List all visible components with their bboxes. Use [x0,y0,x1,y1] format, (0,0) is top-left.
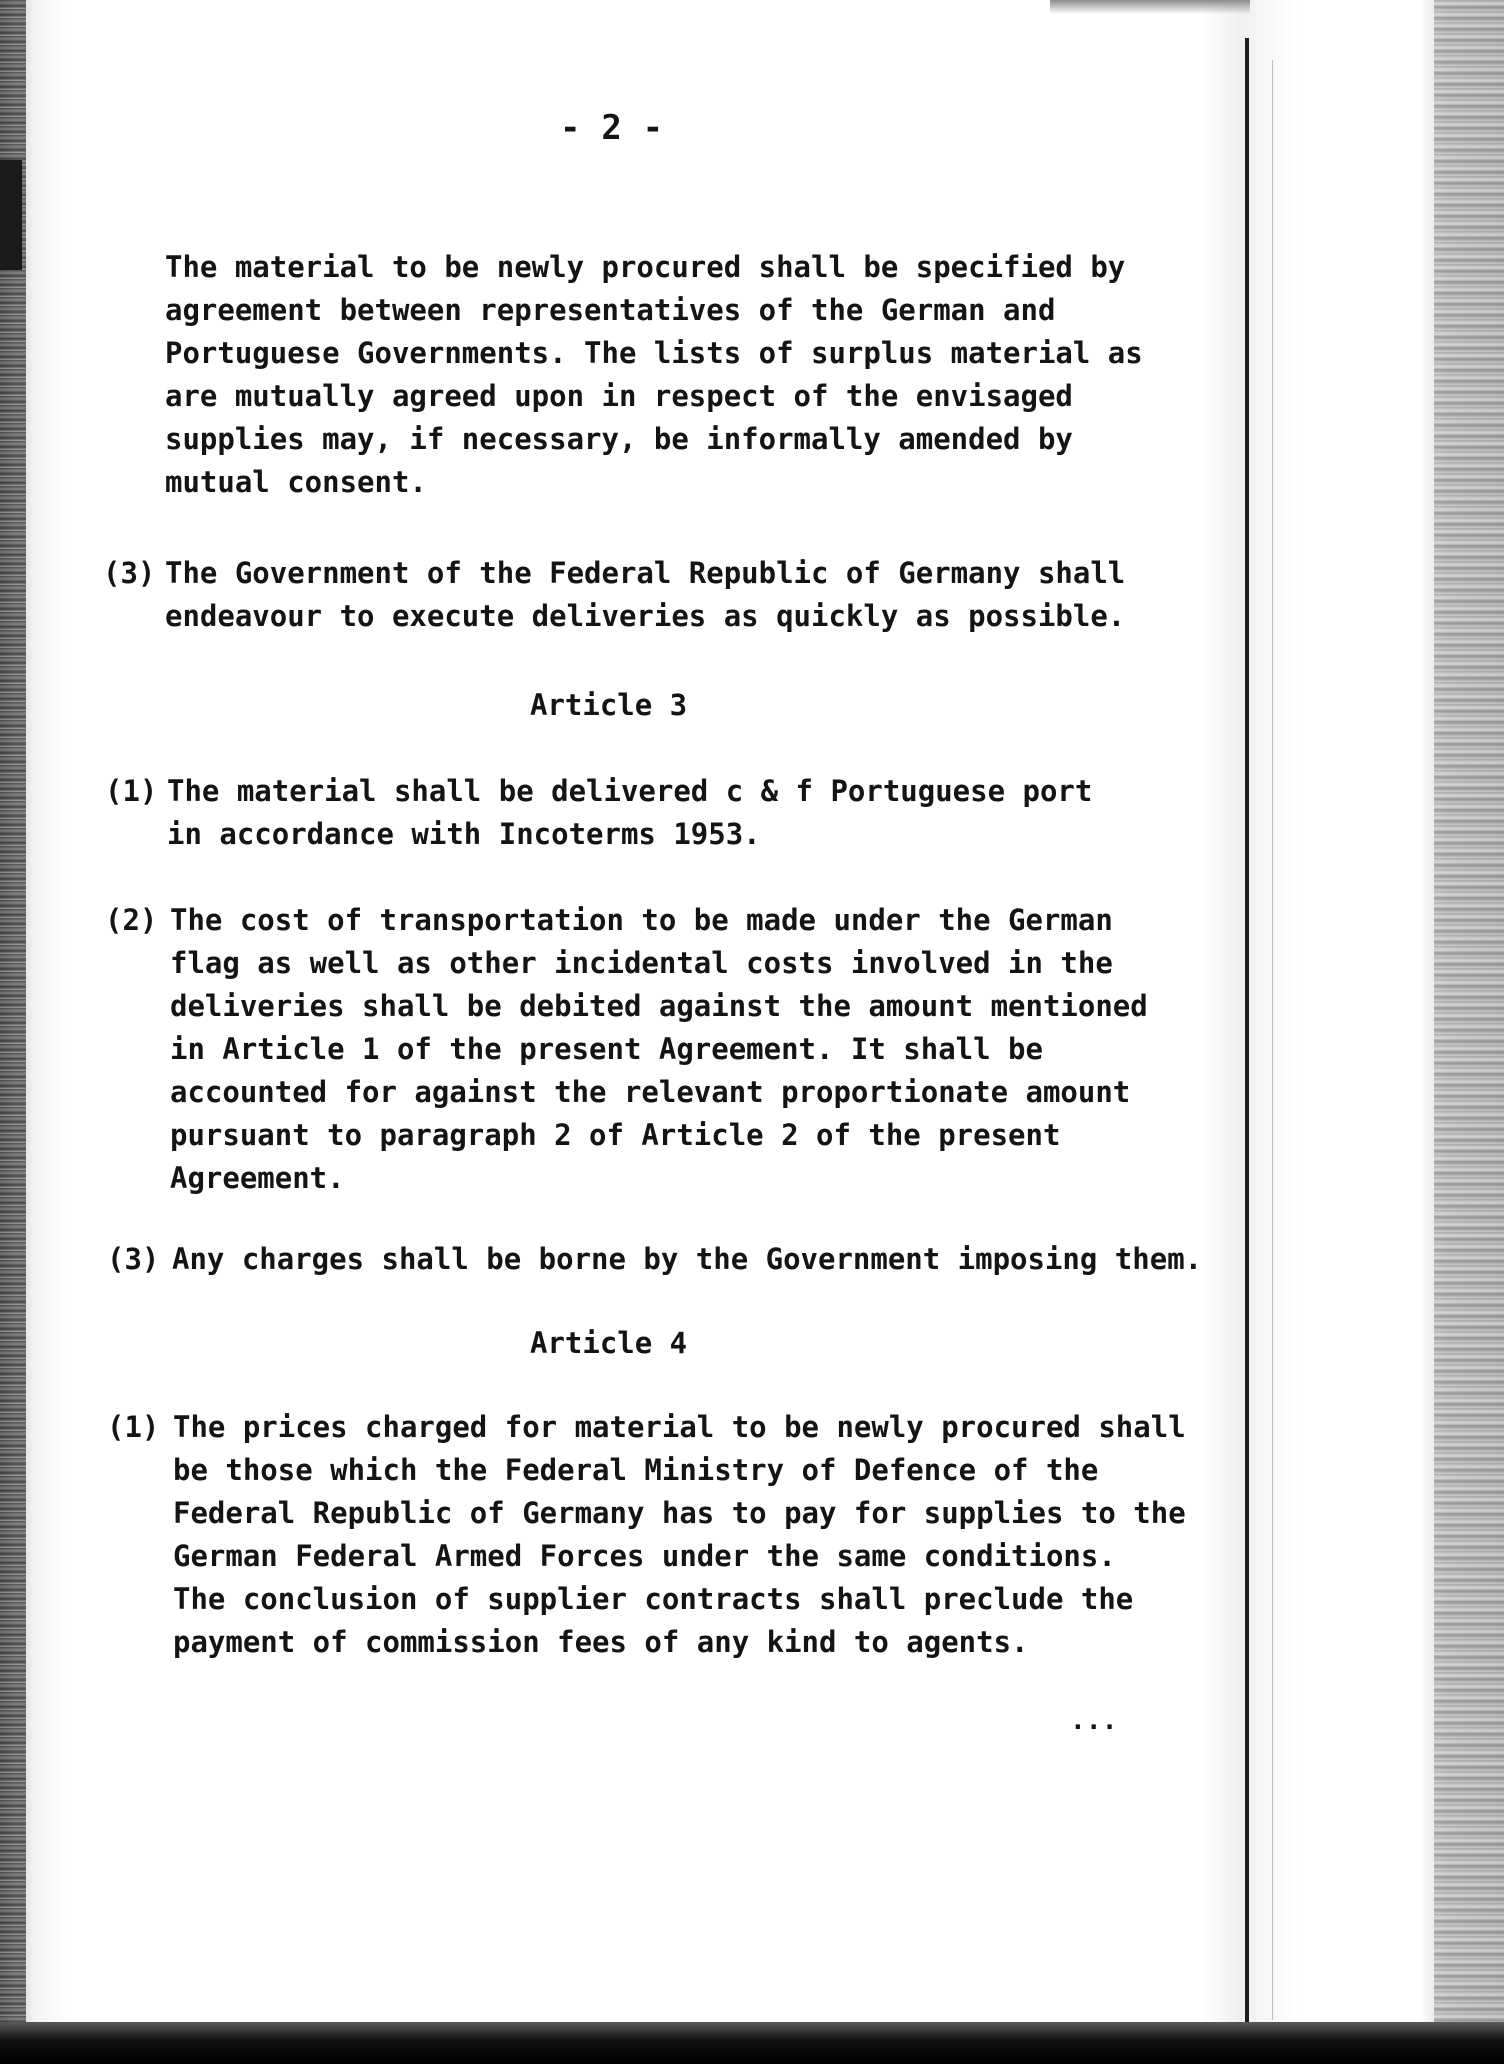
top-scan-smudge [1050,0,1250,14]
paragraph-line: flag as well as other incidental costs involved in the [170,946,1113,980]
paragraph-line: Federal Republic of Germany has to pay for supplies to the [173,1496,1186,1530]
left-binding-edge [0,0,26,2064]
paragraph-line: payment of commission fees of any kind to agents. [173,1625,1029,1659]
ellipsis-mark: ... [1070,1706,1118,1736]
paragraph-line: The conclusion of supplier contracts shall preclude the [173,1582,1134,1616]
continuation-line: mutual consent. [165,465,427,499]
bottom-scan-edge [0,2022,1504,2064]
continuation-line: The material to be newly procured shall be specified by [165,250,1126,284]
paragraph-line: be those which the Federal Ministry of Defence of the [173,1453,1099,1487]
paragraph-line: accounted for against the relevant proportionate amount [170,1075,1131,1109]
paragraph-line: Agreement. [170,1161,345,1195]
right-margin-rule-faint [1272,60,1273,2020]
paragraph-number: (3) [107,1242,160,1276]
continuation-line: agreement between representatives of the German and [165,293,1056,327]
paragraph-number: (3) [103,556,156,590]
paragraph-line: in Article 1 of the present Agreement. It shall be [170,1032,1043,1066]
paragraph-line: endeavour to execute deliveries as quickly as possible. [165,599,1126,633]
continuation-line: are mutually agreed upon in respect of the envisaged [165,379,1073,413]
continuation-line: supplies may, if necessary, be informally amended by [165,422,1073,456]
paragraph-number: (2) [105,903,158,937]
right-scan-edge [1434,0,1504,2064]
continuation-line: Portuguese Governments. The lists of surplus material as [165,336,1143,370]
paragraph-number: (1) [107,1410,160,1444]
paragraph-line: deliveries shall be debited against the amount mentioned [170,989,1148,1023]
paragraph-line: The material shall be delivered c & f Portuguese port [167,774,1093,808]
right-margin-rule [1245,38,1249,2028]
paragraph-line: German Federal Armed Forces under the same conditions. [173,1539,1116,1573]
paragraph-line: Any charges shall be borne by the Government imposing them. [172,1242,1203,1276]
page-number: - 2 - [560,108,664,148]
paragraph-line: pursuant to paragraph 2 of Article 2 of the present [170,1118,1061,1152]
paragraph-line: in accordance with Incoterms 1953. [167,817,761,851]
article-3-heading: Article 3 [530,688,688,722]
article-4-heading: Article 4 [530,1326,688,1360]
paragraph-line: The prices charged for material to be newly procured shall [173,1410,1186,1444]
left-binding-shadow [0,160,22,270]
paragraph-line: The cost of transportation to be made under the German [170,903,1113,937]
paragraph-line: The Government of the Federal Republic of Germany shall [165,556,1126,590]
paragraph-number: (1) [105,774,158,808]
